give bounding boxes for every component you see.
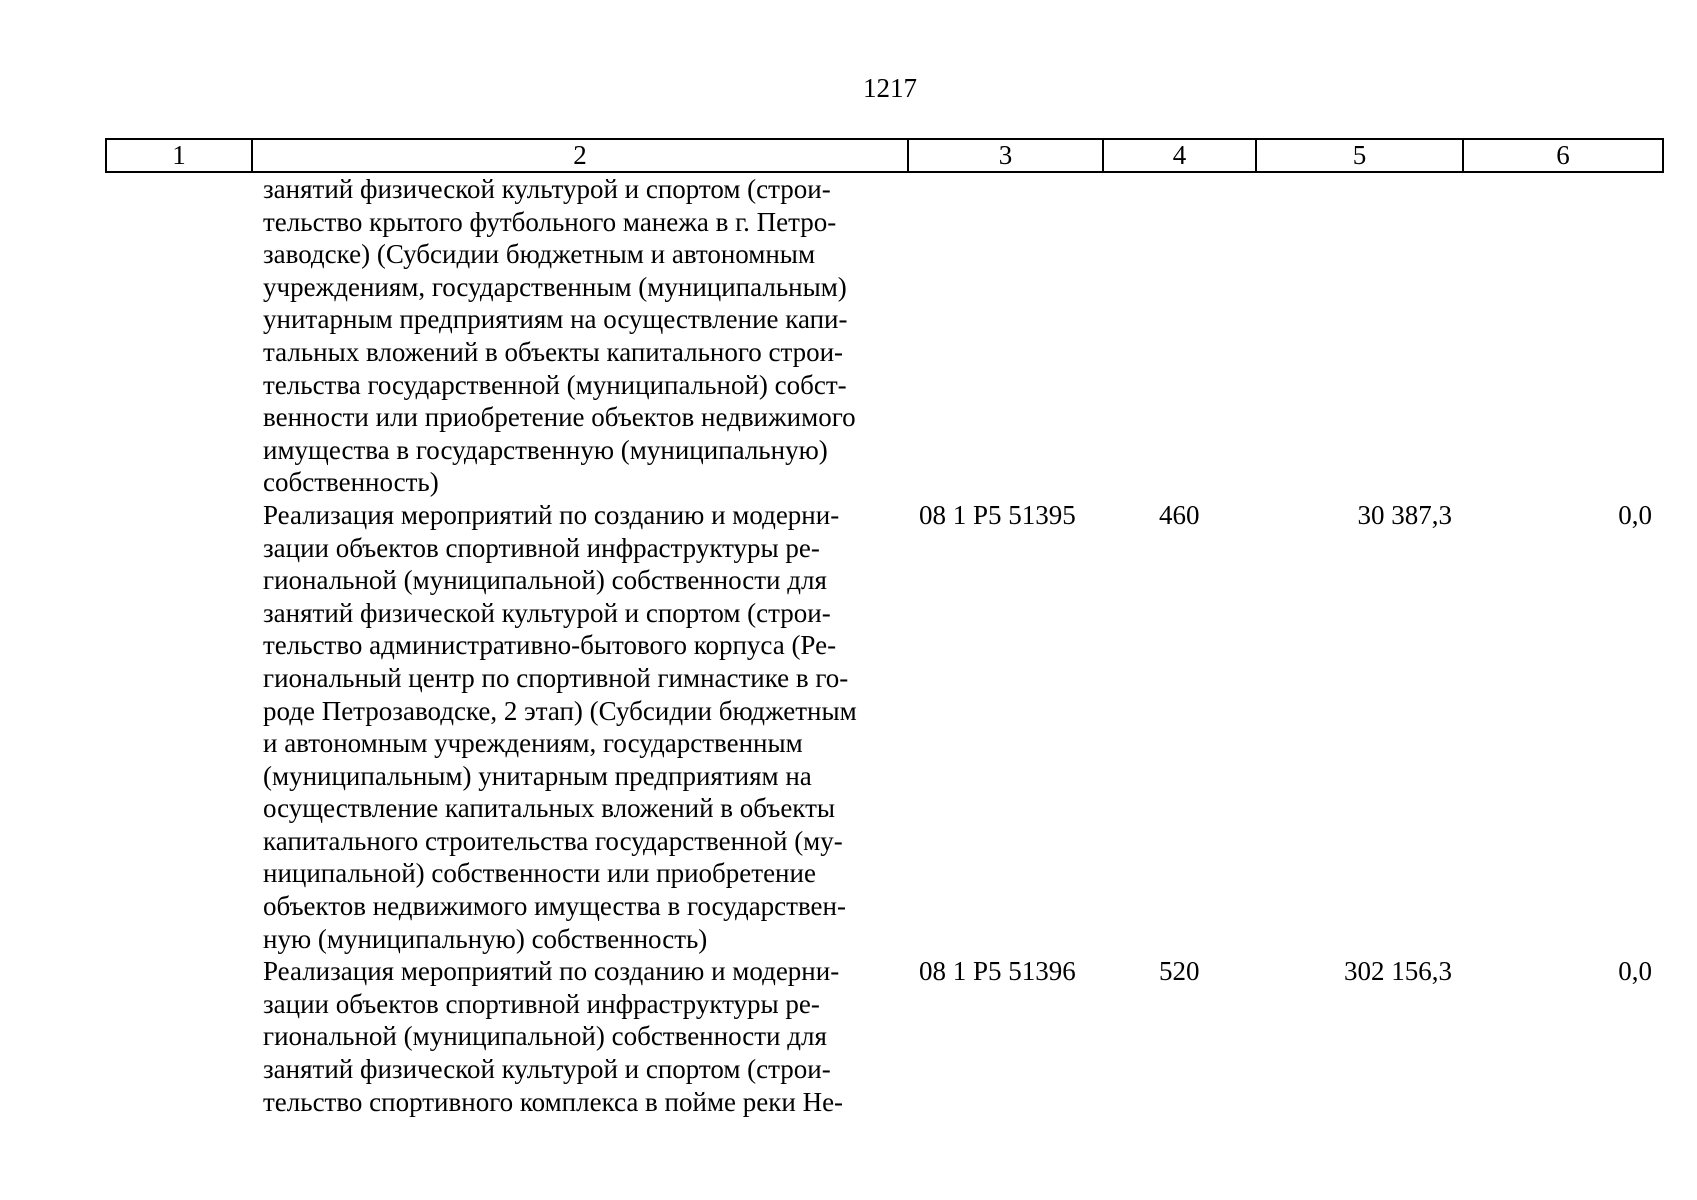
table-row — [106, 499, 1663, 955]
code-cell: 08 1 P5 51395 — [919, 499, 1076, 530]
row-number-cell — [106, 955, 252, 1118]
code-cell: 08 1 P5 51396 — [919, 956, 1076, 987]
table-header-row — [106, 139, 1663, 172]
description-cell: занятий физической культурой и спортом (строи- тельство крытого футбольного манежа в г. Петро- заводске) (Субсидии бюджетным и автономным учреждениям, государственным (муниципальным) унитарным предприятиям на осуществление капи- тальных вложений в объекты капитального строи- тельства государственной (муниципальной) собст- венности или приобретение объектов недвижимого имущества в государственную (муниципальную) собственность) — [263, 174, 856, 498]
table-row — [106, 172, 1663, 499]
budget-table — [105, 138, 1664, 1118]
expense-type-cell: 520 — [1159, 956, 1200, 987]
expense-type-cell: 460 — [1159, 499, 1200, 530]
code-cell — [908, 172, 1103, 499]
amount-cell — [1256, 172, 1463, 499]
value-cell: 0,0 — [1618, 956, 1652, 987]
row-number-cell — [106, 499, 252, 955]
column-header-2: 2 — [252, 139, 908, 172]
amount-cell: 302 156,3 — [1344, 956, 1452, 987]
expense-type-cell — [1103, 172, 1256, 499]
column-header-4: 4 — [1103, 139, 1256, 172]
description-cell: Реализация мероприятий по созданию и модерни- зации объектов спортивной инфраструктуры ре- гиональной (муниципальной) собственности для занятий физической культурой и спортом (строи- тельство административно-бытового корпуса (Ре- гиональный центр по спортивной гимнастике в го- роде Петрозаводске, 2 этап) (Субсидии бюджетным и автономным учреждениям, государственным (муниципальным) унитарным предприятиям на осуществление капитальных вложений в объекты капитального строительства государственной (му- ниципальной) собственности или приобретение объектов недвижимого имущества в государствен- ную (муниципальную) собственность) — [263, 499, 857, 954]
value-cell — [1463, 172, 1663, 499]
table-row — [106, 955, 1663, 1118]
column-header-1: 1 — [106, 139, 252, 172]
column-header-5: 5 — [1256, 139, 1463, 172]
amount-cell: 30 387,3 — [1357, 499, 1452, 530]
column-header-6: 6 — [1463, 139, 1663, 172]
row-number-cell — [106, 172, 252, 499]
page-number: 1217 — [863, 73, 917, 103]
column-header-3: 3 — [908, 139, 1103, 172]
value-cell: 0,0 — [1618, 499, 1652, 530]
description-cell: Реализация мероприятий по созданию и модерни- зации объектов спортивной инфраструктуры ре- гиональной (муниципальной) собственности для занятий физической культурой и спортом (строи- тельство спортивного комплекса в пойме реки Не- — [263, 956, 844, 1117]
